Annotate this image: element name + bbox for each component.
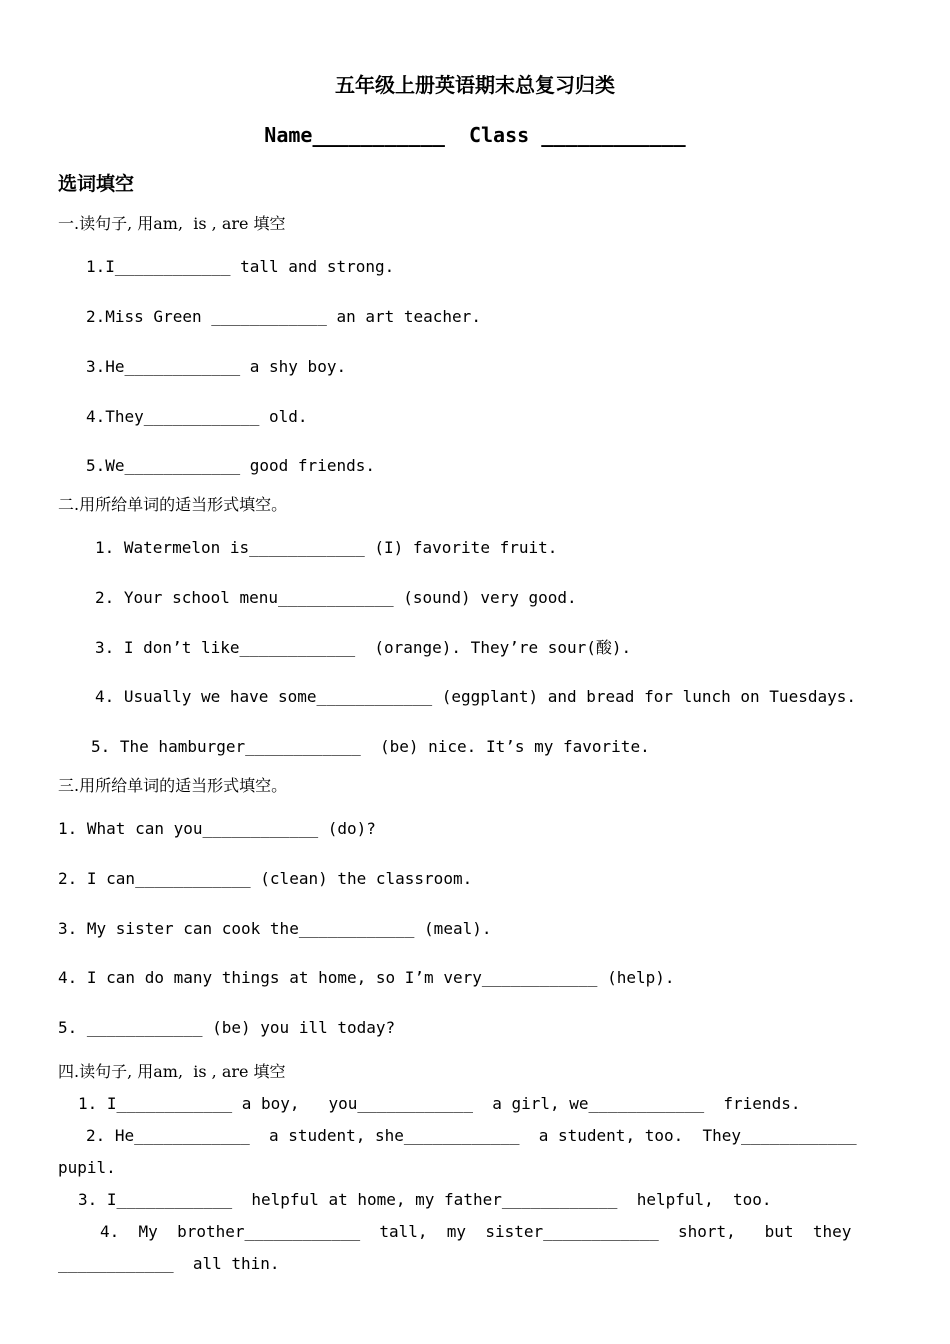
worksheet-title: 五年级上册英语期末总复习归类 [335,73,615,97]
section-2-item-3: 3. I don’t like____________ (orange). They’re sour(酸). [95,638,632,657]
section-1-title: 一.读句子, 用am, is , are 填空 [58,214,286,233]
section-4-line-4: 3. I____________ helpful at home, my father____________ helpful, too. [78,1190,772,1209]
section-4-line-5: 4. My brother____________ tall, my sister____________ short, but they [100,1222,852,1241]
section-4-title: 四.读句子, 用am, is , are 填空 [58,1062,286,1081]
section-4-line-3: pupil. [58,1158,116,1177]
section-1-item-2: 2.Miss Green ____________ an art teacher. [86,307,481,326]
name-class-line: Name___________ Class ____________ [264,123,686,147]
section-3-item-2: 2. I can____________ (clean) the classroom. [58,869,473,888]
section-2-title: 二.用所给单词的适当形式填空。 [58,495,288,514]
section-2-item-2: 2. Your school menu____________ (sound) very good. [95,588,577,607]
section-3-title: 三.用所给单词的适当形式填空。 [58,776,288,795]
section-3-item-1: 1. What can you____________ (do)? [58,819,376,838]
section-1-item-4: 4.They____________ old. [86,407,308,426]
section-1-item-5: 5.We____________ good friends. [86,456,375,475]
section-2-item-5: 5. The hamburger____________ (be) nice. It’s my favorite. [91,737,650,756]
section-3-item-5: 5. ____________ (be) you ill today? [58,1018,396,1037]
section-3-item-4: 4. I can do many things at home, so I’m very____________ (help). [58,968,675,987]
section-4-line-1: 1. I____________ a boy, you____________ a girl, we____________ friends. [78,1094,801,1113]
section-4-line-6: ____________ all thin. [58,1254,280,1273]
section-1-item-1: 1.I____________ tall and strong. [86,257,395,276]
section-4-line-2: 2. He____________ a student, she____________ a student, too. They____________ [86,1126,857,1145]
section-1-item-3: 3.He____________ a shy boy. [86,357,347,376]
section-heading: 选词填空 [58,173,135,195]
section-3-item-3: 3. My sister can cook the____________ (meal). [58,919,492,938]
section-2-item-4: 4. Usually we have some____________ (eggplant) and bread for lunch on Tuesdays. [95,687,856,706]
section-2-item-1: 1. Watermelon is____________ (I) favorite fruit. [95,538,558,557]
